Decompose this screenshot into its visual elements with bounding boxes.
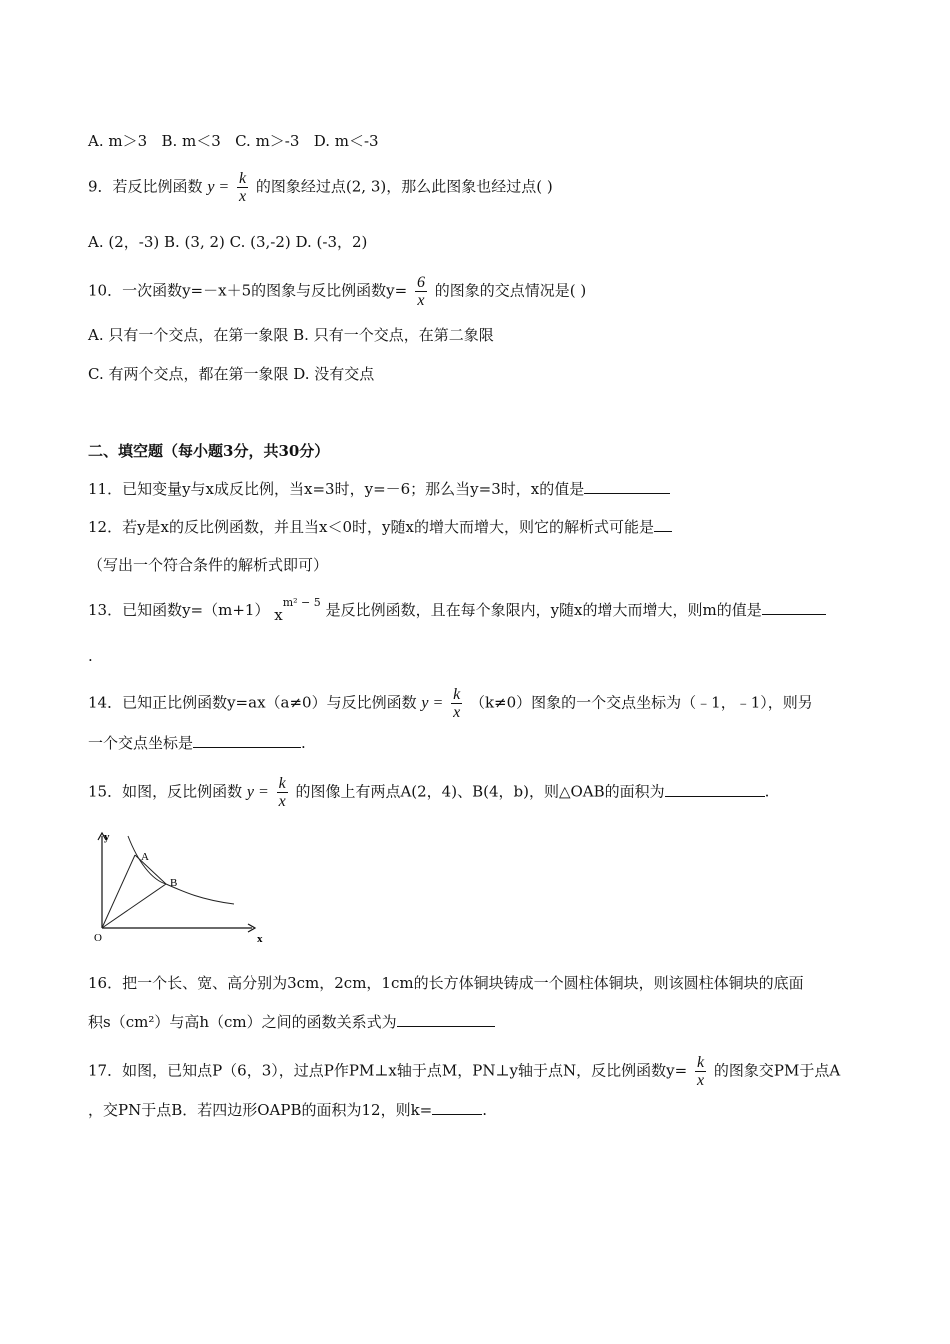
- q13-end: .: [88, 647, 93, 665]
- q15-text-post: 的图像上有两点A(2，4)、B(4，b)，则△OAB的面积为: [295, 782, 665, 801]
- question-9: [88, 170, 553, 205]
- q14-text-post: （k≠0）图象的一个交点坐标为（﹣1，﹣1），则另: [469, 693, 813, 712]
- q10-text-post: 的图象的交点情况是( ): [434, 281, 587, 300]
- question-17: [88, 1054, 840, 1089]
- hyperbola-curve: [128, 836, 234, 904]
- q9-frac-den: x: [239, 188, 247, 205]
- q15-answer-blank: [665, 782, 765, 797]
- question-10: [88, 274, 586, 309]
- q17-line-2: [88, 1100, 487, 1120]
- section-2-heading: 二、填空题（每小题3分，共30分）: [88, 442, 330, 460]
- question-15: [88, 775, 769, 810]
- q14-line2-end: .: [301, 734, 306, 752]
- q10-options-ab: A. 只有一个交点，在第一象限 B. 只有一个交点，在第二象限: [88, 326, 494, 344]
- question-14: [88, 686, 813, 721]
- q12-answer-blank: [654, 517, 672, 532]
- question-13: [88, 596, 826, 624]
- q10-frac-den: x: [417, 292, 425, 309]
- q15-end: .: [764, 782, 770, 801]
- q9-options: A. (2，-3) B. (3, 2) C. (3,-2) D. (-3，2): [88, 233, 368, 251]
- q14-frac-num: k: [453, 686, 461, 703]
- point-b-label: B: [170, 877, 178, 889]
- q15-text-pre: 15．如图，反比例函数: [88, 782, 243, 801]
- q14-line2-text: 一个交点坐标是: [88, 734, 194, 752]
- q13-base: x: [274, 606, 283, 624]
- q17-frac-num: k: [697, 1054, 705, 1071]
- q12-hint: （写出一个符合条件的解析式即可）: [88, 556, 329, 574]
- q14-text-pre: 14．已知正比例函数y=ax（a≠0）与反比例函数: [88, 693, 417, 712]
- q16-line2-text: 积s（cm²）与高h（cm）之间的函数关系式为: [88, 1013, 397, 1031]
- origin-label: O: [94, 932, 102, 944]
- q9-text-post: 的图象经过点(2, 3)，那么此图象也经过点( ): [255, 177, 553, 196]
- q10-frac-num: 6: [416, 274, 425, 291]
- q14-line-2: [88, 733, 306, 753]
- q16-line-2: [88, 1012, 495, 1032]
- q17-fraction: [695, 1054, 706, 1089]
- q8-option-b: B. m＜3: [161, 132, 221, 150]
- q15-fraction: [277, 775, 288, 810]
- question-12: [88, 517, 672, 537]
- question-16: 16．把一个长、宽、高分别为3cm，2cm，1cm的长方体铜块铸成一个圆柱体铜块，则该圆柱体铜块的底面: [88, 974, 804, 992]
- question-11: [88, 479, 670, 499]
- q13-text-pre: 13．已知函数y=（m+1）: [88, 601, 270, 619]
- q9-fraction: [237, 170, 248, 205]
- q11-text: 11．已知变量y与x成反比例，当x=3时，y=－6；那么当y=3时，x的值是: [88, 480, 585, 498]
- q8-options: [88, 131, 379, 151]
- q15-frac-den: x: [278, 793, 286, 810]
- q14-frac-den: x: [453, 704, 461, 721]
- q10-fraction: [415, 274, 427, 309]
- q10-text-pre: 10．一次函数y=－x＋5的图象与反比例函数y=: [88, 281, 408, 300]
- q13-text-post: 是反比例函数，且在每个象限内，y随x的增大而增大，则m的值是: [325, 601, 762, 619]
- q15-lhs: y =: [246, 783, 269, 801]
- q15-figure: [84, 828, 274, 946]
- q17-frac-den: x: [697, 1072, 705, 1089]
- q13-answer-blank: [762, 600, 826, 615]
- q12-text: 12．若y是x的反比例函数，并且当x＜0时，y随x的增大而增大，则它的解析式可能是: [88, 518, 654, 536]
- q17-text-post: 的图象交PM于点A: [713, 1061, 841, 1080]
- q10-options-cd: C. 有两个交点，都在第一象限 D. 没有交点: [88, 365, 375, 383]
- x-axis-label: x: [257, 933, 263, 945]
- q14-lhs: y =: [421, 694, 444, 712]
- q14-fraction: [451, 686, 462, 721]
- q9-frac-num: k: [239, 170, 247, 187]
- q17-line2-end: .: [482, 1101, 488, 1119]
- q8-option-a: A. m＞3: [88, 132, 148, 150]
- q15-frac-num: k: [278, 775, 286, 792]
- q17-answer-blank: [432, 1100, 482, 1115]
- segment-ab: [135, 855, 166, 884]
- q17-line2-text: ，交PN于点B．若四边形OAPB的面积为12，则k=: [88, 1101, 433, 1119]
- q13-exponent: m² − 5: [282, 596, 321, 609]
- q11-answer-blank: [584, 479, 670, 494]
- q14-answer-blank: [193, 733, 301, 748]
- q9-lhs: y =: [207, 178, 230, 196]
- q16-answer-blank: [397, 1012, 495, 1027]
- y-axis-label: y: [104, 831, 110, 843]
- q9-text-pre: 9．若反比例函数: [88, 177, 203, 196]
- q8-option-d: D. m＜-3: [313, 132, 379, 150]
- q17-text-pre: 17．如图，已知点P（6，3），过点P作PM⊥x轴于点M，PN⊥y轴于点N，反比例函数y=: [88, 1061, 688, 1080]
- q8-option-c: C. m＞-3: [235, 132, 300, 150]
- point-a-label: A: [141, 851, 149, 863]
